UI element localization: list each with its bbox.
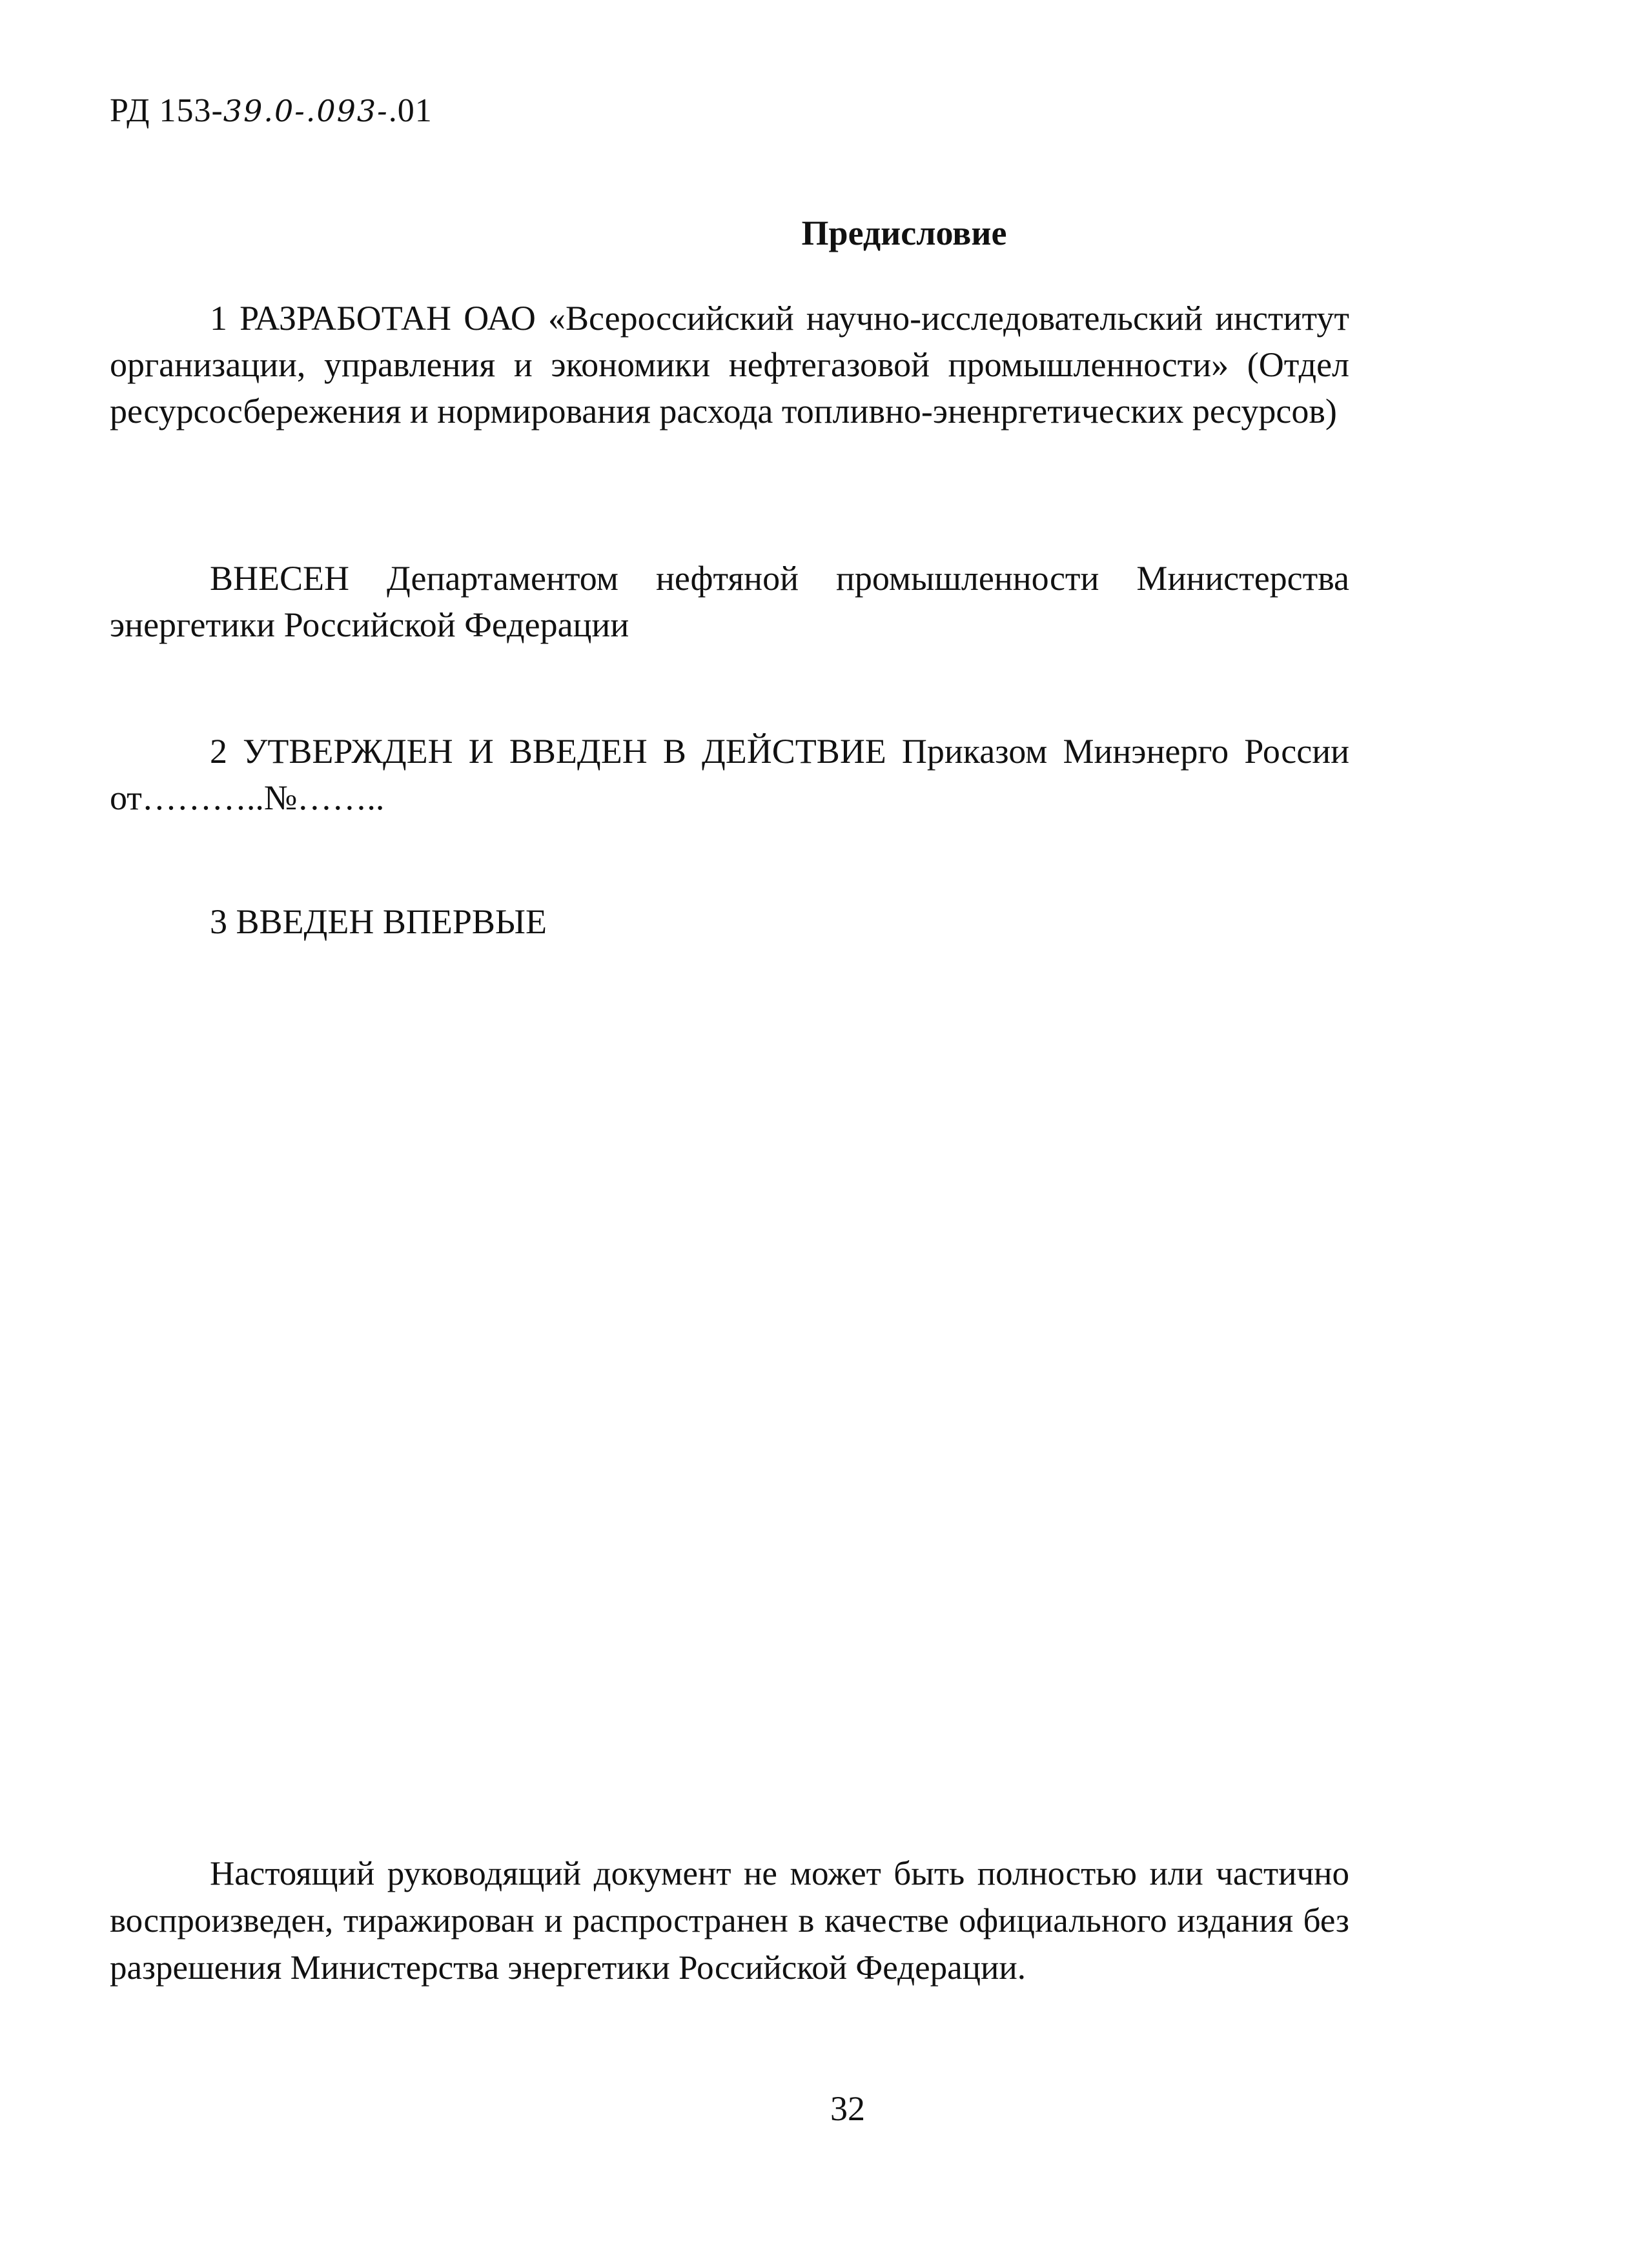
document-code-suffix: .01 bbox=[388, 92, 433, 129]
paragraph-submitted-by: ВНЕСЕН Департаментом нефтяной промышленности Министерства энергетики Российской Федерации bbox=[110, 559, 1349, 644]
paragraph-introduced-first: 3 ВВЕДЕН ВПЕРВЫЕ bbox=[210, 902, 547, 941]
paragraph-approved: 2 УТВЕРЖДЕН И ВВЕДЕН В ДЕЙСТВИЕ Приказом Минэнерго России от………..№…….. bbox=[110, 732, 1349, 817]
page-number: 32 bbox=[830, 2089, 865, 2128]
copyright-notice: Настоящий руководящий документ не может быть полностью или частично воспроизведен, тиражирован и распространен в качестве официального издания без разрешения Министерства энергетики Российской Федерации. bbox=[110, 1855, 1349, 1987]
paragraph-developed-by: 1 РАЗРАБОТАН ОАО «Всероссийский научно-исследовательский институт организации, управления и экономики нефтегазовой промышленности» (Отдел ресурсосбережения и нормирования расхода топливно-эненргетических ресурсов) bbox=[110, 299, 1349, 430]
document-code-handwritten: 39.0-.093- bbox=[223, 94, 389, 128]
page-title: Предисловие bbox=[801, 214, 1007, 252]
document-code bbox=[110, 92, 433, 130]
document-code-prefix: РД 153- bbox=[110, 92, 223, 129]
